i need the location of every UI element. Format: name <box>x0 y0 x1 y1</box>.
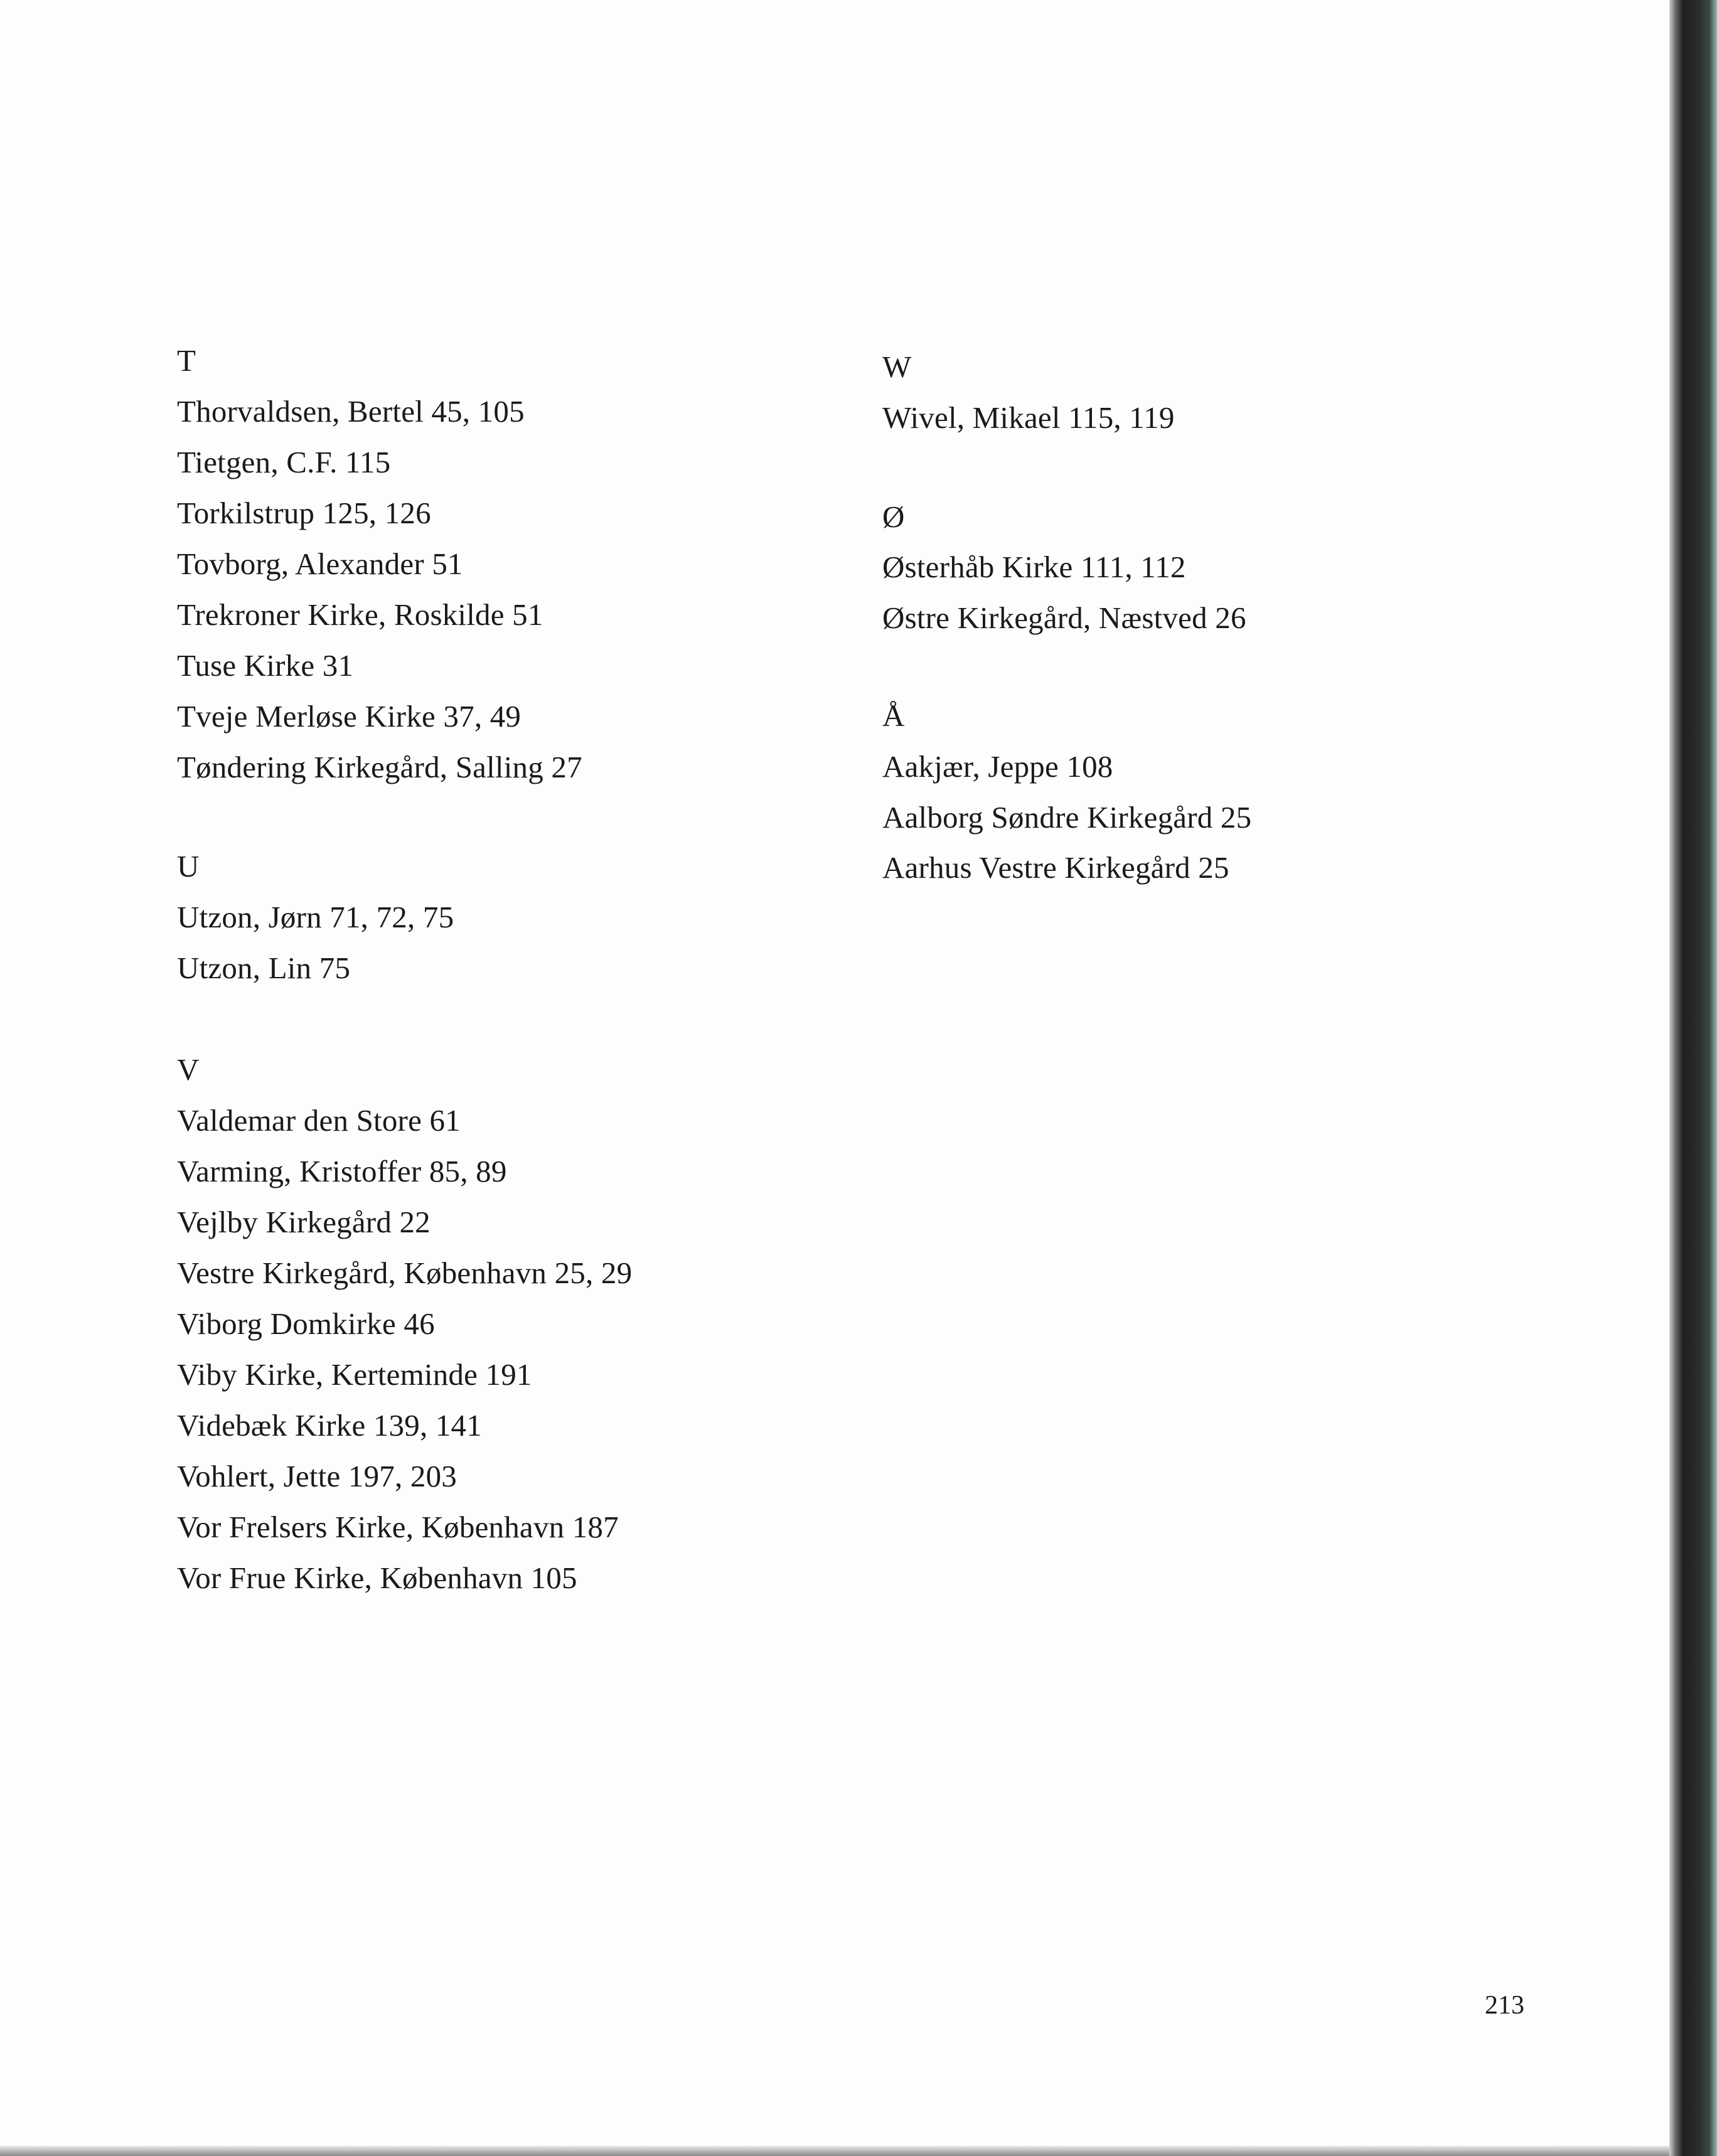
index-entry: Aarhus Vestre Kirkegård 25 <box>882 850 1229 885</box>
index-letter-oe: Ø <box>882 499 905 534</box>
index-entry: Videbæk Kirke 139, 141 <box>177 1408 482 1443</box>
index-entry: Torkilstrup 125, 126 <box>177 496 431 530</box>
index-entry: Aakjær, Jeppe 108 <box>882 749 1113 784</box>
index-letter-t: T <box>177 343 196 378</box>
index-entry: Tøndering Kirkegård, Salling 27 <box>177 750 582 784</box>
index-entry: Vor Frue Kirke, København 105 <box>177 1561 577 1595</box>
index-entry: Tietgen, C.F. 115 <box>177 445 391 479</box>
index-entry: Valdemar den Store 61 <box>177 1103 461 1138</box>
index-entry: Wivel, Mikael 115, 119 <box>882 400 1175 435</box>
index-entry: Tovborg, Alexander 51 <box>177 547 463 581</box>
index-entry: Tveje Merløse Kirke 37, 49 <box>177 699 522 734</box>
index-entry: Thorvaldsen, Bertel 45, 105 <box>177 394 525 429</box>
index-entry: Varming, Kristoffer 85, 89 <box>177 1154 507 1188</box>
index-entry: Østre Kirkegård, Næstved 26 <box>882 600 1246 635</box>
index-entry: Utzon, Jørn 71, 72, 75 <box>177 900 454 934</box>
index-entry: Trekroner Kirke, Roskilde 51 <box>177 597 543 632</box>
index-entry: Vor Frelsers Kirke, København 187 <box>177 1510 619 1544</box>
index-letter-v: V <box>177 1052 200 1087</box>
index-entry: Viby Kirke, Kerteminde 191 <box>177 1357 532 1392</box>
book-spine-edge <box>1669 0 1717 2156</box>
index-entry: Aalborg Søndre Kirkegård 25 <box>882 800 1252 835</box>
page-number: 213 <box>1485 1991 1524 2020</box>
index-entry: Vejlby Kirkegård 22 <box>177 1205 431 1239</box>
index-letter-u: U <box>177 849 200 883</box>
index-entry: Utzon, Lin 75 <box>177 951 351 985</box>
page-bottom-edge <box>0 2146 1669 2156</box>
index-entry: Vestre Kirkegård, København 25, 29 <box>177 1256 633 1290</box>
index-letter-w: W <box>882 350 912 384</box>
index-entry: Viborg Domkirke 46 <box>177 1306 435 1341</box>
index-letter-aa: Å <box>882 698 905 733</box>
index-entry: Tuse Kirke 31 <box>177 648 354 683</box>
index-entry: Østerhåb Kirke 111, 112 <box>882 550 1186 584</box>
index-entry: Vohlert, Jette 197, 203 <box>177 1459 457 1493</box>
